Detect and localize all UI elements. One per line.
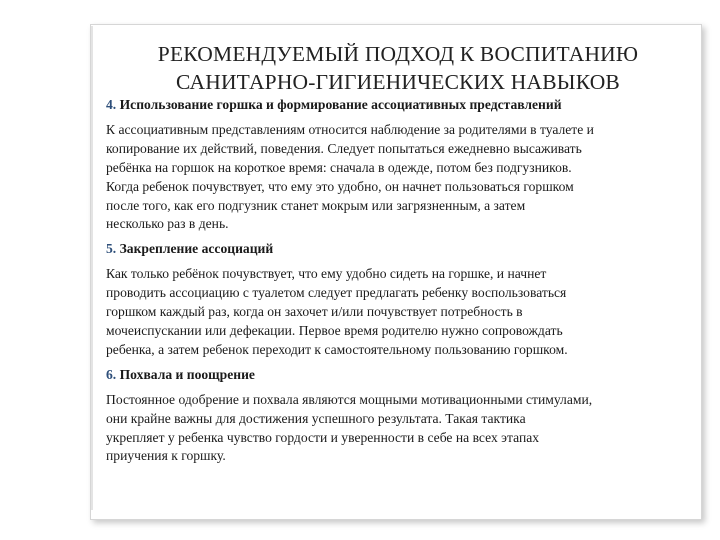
section-number: 4. xyxy=(106,97,117,112)
paragraph-line: ребенка, а затем ребенок переходит к самостоятельному пользованию горшком. xyxy=(106,341,568,357)
section-heading-4 xyxy=(106,96,696,115)
paragraph-line: после того, как его подгузник станет мокрым или загрязненным, а затем xyxy=(106,197,526,213)
paragraph-line: Как только ребёнок почувствует, что ему удобно сидеть на горшке, и начнет xyxy=(106,266,547,282)
section-heading-text: Похвала и поощрение xyxy=(119,366,255,382)
section-paragraph-5 xyxy=(106,265,696,360)
paragraph-line: укрепляет у ребенка чувство гордости и уверенности в себе на всех этапах xyxy=(106,429,540,445)
slide-title xyxy=(96,40,700,96)
section-paragraph-6 xyxy=(106,391,696,467)
section-paragraph-4 xyxy=(106,121,696,234)
paragraph-line: проводить ассоциацию с туалетом следует предлагать ребенку воспользоваться xyxy=(106,285,567,301)
section-heading-5 xyxy=(106,240,696,259)
paragraph-line: Когда ребенок почувствует, что ему это удобно, он начнет пользоваться горшком xyxy=(106,178,574,194)
paragraph-line: горшком каждый раз, когда он захочет и/или почувствует потребность в xyxy=(106,304,523,320)
title-line-2: САНИТАРНО-ГИГИЕНИЧЕСКИХ НАВЫКОВ xyxy=(176,70,620,94)
section-heading-6 xyxy=(106,366,696,385)
paragraph-line: К ассоциативным представлениям относится наблюдение за родителями в туалете и xyxy=(106,121,594,137)
title-line-1: РЕКОМЕНДУЕМЫЙ ПОДХОД К ВОСПИТАНИЮ xyxy=(157,42,639,66)
paragraph-line: несколько раз в день. xyxy=(106,216,229,232)
section-number: 6. xyxy=(106,366,117,382)
section-heading-text: Закрепление ассоциаций xyxy=(119,241,274,257)
slide-content xyxy=(106,96,696,472)
section-heading-text: Использование горшка и формирование ассоциативных представлений xyxy=(119,97,562,112)
paragraph-line: они крайне важны для достижения успешного результата. Такая тактика xyxy=(106,410,526,426)
paragraph-line: копирование их действий, поведения. Следует попытаться ежедневно высаживать xyxy=(106,140,582,156)
section-number: 5. xyxy=(106,241,117,257)
paragraph-line: приучения к горшку. xyxy=(106,448,226,464)
paragraph-line: Постоянное одобрение и похвала являются мощными мотивационными стимулами, xyxy=(106,391,593,407)
paragraph-line: ребёнка на горшок на короткое время: сначала в одежде, потом без подгузников. xyxy=(106,159,572,175)
paragraph-line: мочеиспускании или дефекации. Первое время родителю нужно сопровождать xyxy=(106,322,563,338)
